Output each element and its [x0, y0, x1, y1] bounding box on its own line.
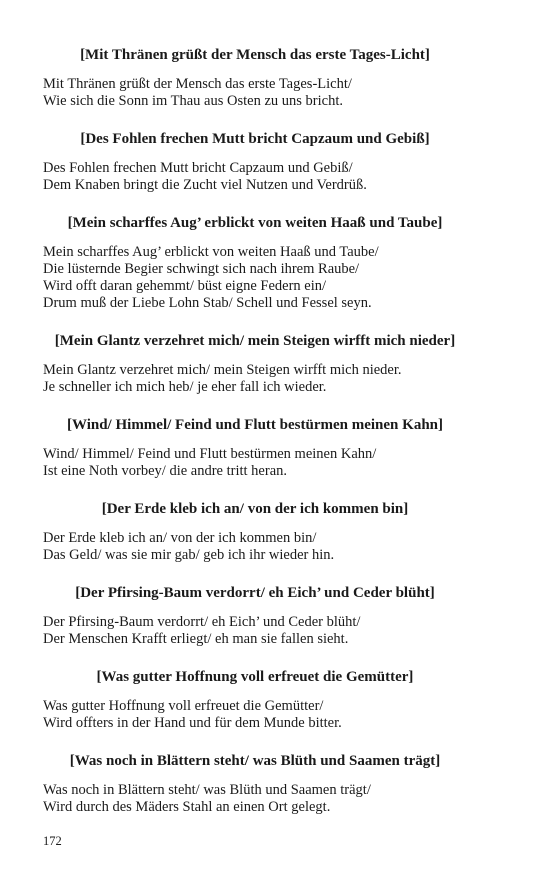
verse-line: Mit Thränen grüßt der Mensch das erste Tages-Licht/	[43, 76, 352, 92]
verse-line: Wird offters in der Hand und für dem Munde bitter.	[43, 715, 342, 731]
poem-verse	[43, 244, 513, 312]
verse-line: Das Geld/ was sie mir gab/ geb ich ihr wieder hin.	[43, 547, 335, 563]
verse-line: Drum muß der Liebe Lohn Stab/ Schell und Fessel seyn.	[43, 295, 372, 311]
poem-verse	[43, 782, 513, 816]
page-number: 172	[43, 834, 62, 848]
poem-heading: [Was gutter Hoffnung voll erfreuet die Gemütter]	[96, 669, 414, 685]
poem-verse	[43, 76, 513, 110]
verse-line: Mein scharffes Aug’ erblickt von weiten Haaß und Taube/	[43, 244, 379, 260]
poem-heading: [Was noch in Blättern steht/ was Blüth und Saamen trägt]	[69, 753, 441, 769]
verse-line: Was gutter Hoffnung voll erfreuet die Gemütter/	[43, 698, 324, 714]
verse-line: Wird offt daran gehemmt/ büst eigne Federn ein/	[43, 278, 327, 294]
poem-verse	[43, 160, 513, 194]
verse-line: Der Erde kleb ich an/ von der ich kommen bin/	[43, 530, 317, 546]
poem-heading: [Mit Thränen grüßt der Mensch das erste Tages-Licht]	[80, 47, 430, 63]
poem-verse	[43, 362, 513, 396]
poem-heading: [Der Erde kleb ich an/ von der ich kommen bin]	[101, 501, 409, 517]
verse-line: Was noch in Blättern steht/ was Blüth und Saamen trägt/	[43, 782, 371, 798]
verse-line: Der Pfirsing-Baum verdorrt/ eh Eich’ und Ceder blüht/	[43, 614, 361, 630]
poem-verse	[43, 446, 513, 480]
verse-line: Ist eine Noth vorbey/ die andre tritt heran.	[43, 463, 288, 479]
poem-verse	[43, 698, 513, 732]
verse-line: Mein Glantz verzehret mich/ mein Steigen wirfft mich nieder.	[43, 362, 402, 378]
verse-line: Je schneller ich mich heb/ je eher fall ich wieder.	[43, 379, 327, 395]
verse-line: Wie sich die Sonn im Thau aus Osten zu uns bricht.	[43, 93, 343, 109]
poem-heading: [Mein Glantz verzehret mich/ mein Steigen wirfft mich nieder]	[54, 333, 456, 349]
verse-line: Wird durch des Mäders Stahl an einen Ort gelegt.	[43, 799, 331, 815]
verse-line: Die lüsternde Begier schwingt sich nach ihrem Raube/	[43, 261, 360, 277]
poem-heading: [Des Fohlen frechen Mutt bricht Capzaum und Gebiß]	[80, 131, 430, 147]
verse-line: Wind/ Himmel/ Feind und Flutt bestürmen meinen Kahn/	[43, 446, 377, 462]
poem-verse	[43, 614, 513, 648]
verse-line: Des Fohlen frechen Mutt bricht Capzaum und Gebiß/	[43, 160, 353, 176]
verse-line: Der Menschen Krafft erliegt/ eh man sie fallen sieht.	[43, 631, 349, 647]
verse-line: Dem Knaben bringt die Zucht viel Nutzen und Verdrüß.	[43, 177, 367, 193]
poem-heading: [Mein scharffes Aug’ erblickt von weiten Haaß und Taube]	[67, 215, 443, 231]
poem-heading: [Wind/ Himmel/ Feind und Flutt bestürmen meinen Kahn]	[66, 417, 443, 433]
poem-heading: [Der Pfirsing-Baum verdorrt/ eh Eich’ und Ceder blüht]	[75, 585, 435, 601]
poem-verse	[43, 530, 513, 564]
